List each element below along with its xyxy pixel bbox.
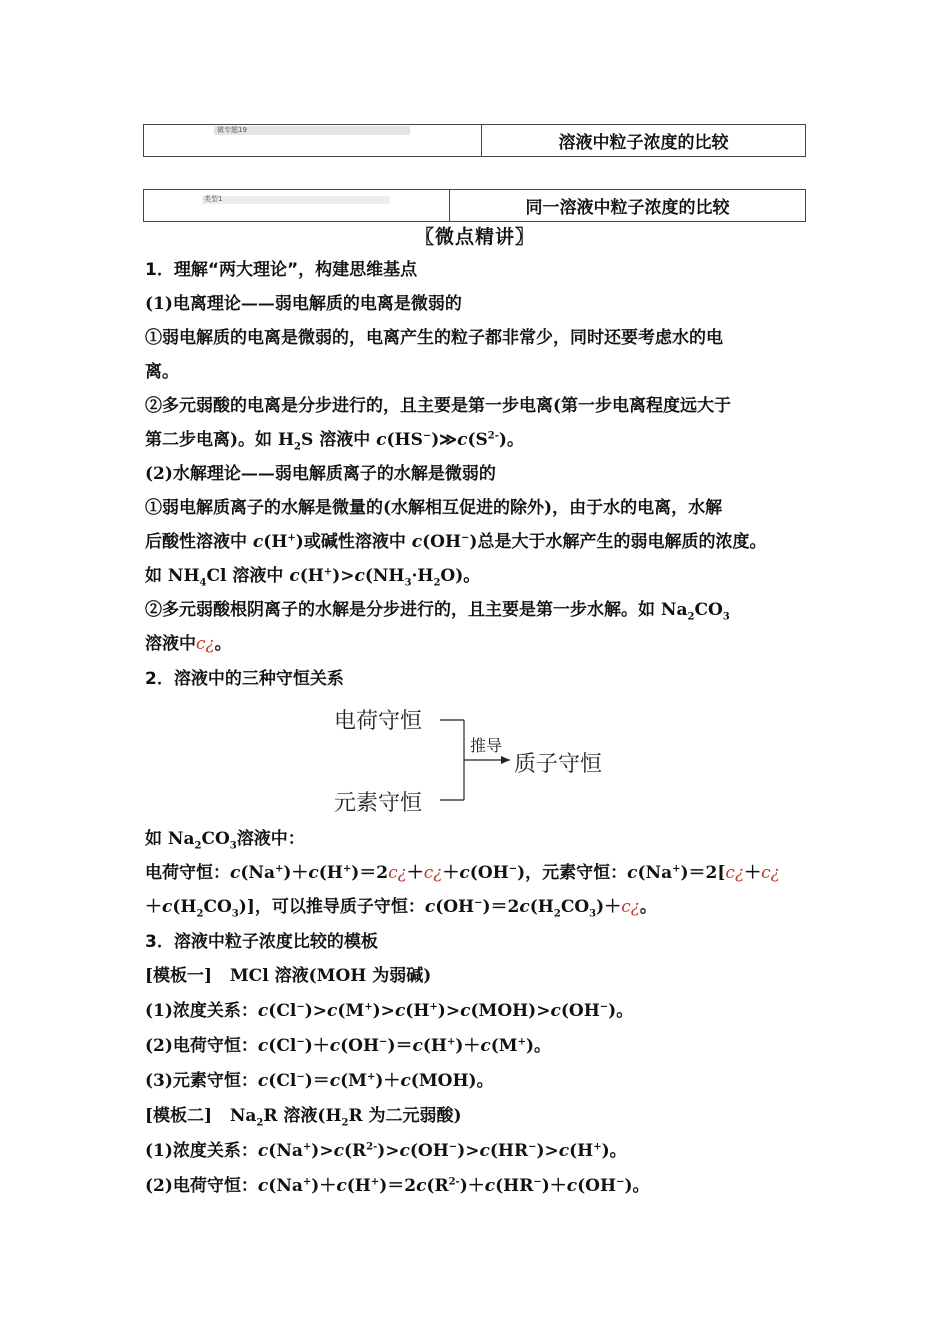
text: (2)电荷守恒： — [145, 1036, 258, 1056]
diagram-element: 元素守恒 — [334, 791, 423, 816]
text: ②多元弱酸根阴离子的水解是分步进行的，且主要是第一步水解。如 Na — [145, 600, 688, 620]
paragraph: ①弱电解质离子的水解是微量的(水解相互促进的除外)，由于水的电离，水解 — [145, 498, 723, 518]
symbol: c — [399, 1141, 410, 1161]
symbol: c — [257, 1036, 269, 1056]
template-label: [模板一] — [145, 966, 213, 986]
superscript: − — [599, 1001, 609, 1013]
superscript: + — [342, 863, 352, 875]
template-2-item-2: (2)电荷守恒：$c(Na^+)+c(H^+)=2c(R^{2-})+c(HR^-)+c(OH^-)$。 — [145, 1176, 650, 1196]
symbol: c — [230, 863, 241, 883]
text: ＋ — [442, 863, 460, 883]
superscript: − — [296, 1036, 305, 1048]
symbol: c — [257, 1001, 269, 1021]
subscript: 2 — [553, 908, 561, 920]
symbol: c — [394, 1001, 406, 1021]
text: (OH — [422, 532, 462, 552]
paragraph — [145, 632, 232, 656]
subscript: 3 — [589, 908, 597, 920]
text: )≫ — [431, 430, 458, 450]
symbol: c — [558, 1141, 570, 1161]
symbol: c — [484, 1176, 496, 1196]
header-tag-cell — [144, 190, 450, 221]
diagram-charge: 电荷守恒 — [334, 709, 423, 734]
superscript: + — [274, 863, 284, 875]
paragraph — [145, 861, 780, 885]
subscript: 3 — [231, 908, 239, 920]
broken-formula: c¿ — [388, 863, 407, 883]
subscript: 2 — [256, 1117, 264, 1129]
text: (Na — [637, 863, 673, 883]
broken-formula: c¿ — [196, 634, 215, 654]
superscript: − — [533, 1176, 542, 1188]
text: )＝2 — [482, 897, 520, 917]
text: 。 — [214, 634, 232, 654]
text: (3)元素守恒： — [145, 1071, 258, 1091]
text: )总是大于水解产生的弱电解质的浓度。 — [469, 532, 767, 552]
subscript: 2 — [294, 441, 301, 453]
text: (HS — [386, 430, 423, 450]
text: ＋ — [145, 897, 162, 917]
paragraph — [145, 598, 730, 622]
text: )或碱性溶液中 — [295, 532, 412, 552]
superscript: + — [367, 1071, 376, 1083]
superscript: + — [323, 566, 333, 578]
text: )]，可以推导质子守恒： — [238, 897, 425, 917]
symbol: c — [400, 1071, 411, 1091]
superscript: + — [287, 532, 296, 544]
superscript: − — [461, 532, 470, 544]
superscript: + — [446, 1036, 456, 1048]
text: CO — [203, 897, 232, 917]
superscript: + — [593, 1141, 602, 1153]
text: O)。 — [440, 566, 481, 586]
diagram-proton: 质子守恒 — [514, 752, 603, 777]
symbol: c — [162, 897, 173, 917]
superscript: − — [448, 1141, 458, 1153]
broken-formula: c¿ — [725, 863, 745, 883]
text: (NH — [364, 566, 405, 586]
superscript: − — [379, 1036, 388, 1048]
symbol: c — [550, 1001, 561, 1021]
subscript: 2 — [194, 840, 202, 852]
symbol: c — [479, 1141, 490, 1161]
header-tag-cell — [144, 125, 482, 156]
symbol: c — [257, 1176, 269, 1196]
text: ·H — [411, 566, 434, 586]
tag-label: 类型1 — [204, 195, 223, 203]
text: CO — [201, 829, 230, 849]
text: (OH — [435, 897, 475, 917]
text: ＋ — [406, 863, 424, 883]
symbol: c — [411, 532, 423, 552]
header-box-2 — [143, 189, 806, 222]
symbol: c — [257, 1071, 269, 1091]
superscript: − — [296, 1001, 305, 1013]
text: (H — [263, 532, 288, 552]
text: 第二步电离)。如 H — [145, 430, 295, 450]
text: ＋ — [744, 863, 762, 883]
text: S 溶液中 — [301, 430, 377, 450]
symbol: c — [566, 1176, 578, 1196]
superscript: + — [364, 1001, 373, 1013]
text: (H — [172, 897, 197, 917]
broken-formula: c¿ — [621, 897, 640, 917]
text: 。 — [639, 897, 657, 917]
text: (2)电荷守恒： — [145, 1176, 258, 1196]
template-2-header — [145, 1104, 462, 1128]
text: Cl 溶液中 — [206, 566, 290, 586]
paragraph — [145, 827, 305, 851]
symbol: c — [333, 1141, 344, 1161]
superscript: + — [429, 1001, 438, 1013]
subscript: 2 — [196, 908, 204, 920]
superscript: − — [616, 1176, 625, 1188]
template-1-item-1: (1)浓度关系：c(Cl−)>c(M+)>c(H+)>c(MOH)>c(OH−)。 — [145, 1001, 634, 1021]
arrow-head — [501, 756, 510, 764]
text: (Na — [240, 863, 275, 883]
text: 溶液中 — [145, 634, 196, 654]
text: R 溶液(H — [263, 1106, 342, 1126]
subscript: 2 — [433, 577, 441, 589]
symbol: c — [329, 1071, 341, 1091]
subscript: 3 — [722, 611, 730, 623]
superscript: − — [508, 863, 518, 875]
symbol: c — [354, 566, 365, 586]
section-title: 〖微点精讲〗 — [414, 226, 535, 248]
paragraph: ②多元弱酸的电离是分步进行的，且主要是第一步电离(第一步电离程度远大于 — [145, 396, 732, 416]
superscript: − — [422, 430, 432, 442]
symbol: c — [480, 1036, 491, 1056]
template-label: [模板二] — [145, 1106, 213, 1126]
text: )，元素守恒： — [517, 863, 628, 883]
subscript: 4 — [199, 577, 207, 589]
header-box-1 — [143, 124, 806, 157]
symbol: c — [376, 430, 387, 450]
text: (H — [529, 897, 554, 917]
paragraph — [145, 428, 524, 452]
superscript: + — [302, 1141, 312, 1153]
symbol: c — [257, 1141, 269, 1161]
superscript: 2- — [448, 1176, 460, 1188]
subscript: 2 — [687, 611, 695, 623]
text: (H — [318, 863, 343, 883]
paragraph: ①弱电解质的电离是微弱的，电离产生的粒子都非常少，同时还要考虑水的电 — [145, 328, 723, 348]
paragraph — [145, 895, 657, 919]
tag-bar — [202, 196, 390, 204]
broken-formula: c¿ — [761, 863, 780, 883]
symbol: c — [457, 430, 468, 450]
subscript: 2 — [341, 1117, 349, 1129]
text: (H — [299, 566, 324, 586]
conservation-diagram — [330, 700, 630, 816]
superscript: + — [370, 1176, 380, 1188]
template-2-item-1: (1)浓度关系：$c(Na^+)>c(R^{2-})>c(OH^-)>c(HR^-)>c(H^+)$。 — [145, 1141, 627, 1161]
paragraph — [145, 530, 766, 554]
header-title: 同一溶液中粒子浓度的比较 — [525, 198, 730, 218]
text: Na — [229, 1106, 257, 1126]
text: (S — [467, 430, 488, 450]
heading-1: 1．理解“两大理论”，构建思维基点 — [145, 260, 418, 280]
broken-formula: c¿ — [423, 863, 443, 883]
text: 如 Na — [145, 829, 195, 849]
text: 如 NH — [145, 566, 200, 586]
superscript: − — [474, 897, 483, 909]
subscript: 3 — [404, 577, 412, 589]
superscript: − — [528, 1141, 537, 1153]
symbol: c — [252, 532, 264, 552]
diagram-connectors — [330, 700, 630, 816]
header-title: 溶液中粒子浓度的比较 — [558, 133, 729, 153]
text: (1)浓度关系： — [145, 1141, 258, 1161]
symbol: c — [412, 1036, 423, 1056]
tag-label: 微专题19 — [217, 126, 247, 134]
text: 电荷守恒： — [145, 863, 230, 883]
template-title: MCl 溶液(MOH 为弱碱) — [229, 966, 432, 986]
heading-2: 2．溶液中的三种守恒关系 — [145, 669, 344, 689]
text: CO — [560, 897, 590, 917]
template-1-item-2: (2)电荷守恒：c(Cl−)＋c(OH−)＝c(H+)＋c(M+)。 — [145, 1036, 552, 1056]
paragraph: (2)水解理论——弱电解质离子的水解是微弱的 — [145, 464, 496, 484]
superscript: 2- — [366, 1141, 378, 1153]
text: )。 — [498, 430, 524, 450]
symbol: c — [627, 863, 638, 883]
symbol: c — [519, 897, 530, 917]
text: )＝2[ — [680, 863, 726, 883]
symbol: c — [416, 1176, 427, 1196]
paragraph — [145, 564, 480, 588]
template-1-header — [145, 964, 431, 988]
paragraph: (1)电离理论——弱电解质的电离是微弱的 — [145, 294, 462, 314]
text: )> — [332, 566, 355, 586]
text: R 为二元弱酸) — [348, 1106, 462, 1126]
text: )＋ — [283, 863, 309, 883]
text: (OH — [469, 863, 509, 883]
symbol: c — [459, 863, 470, 883]
superscript: + — [302, 1176, 312, 1188]
text: (1)浓度关系： — [145, 1001, 258, 1021]
symbol: c — [308, 863, 319, 883]
symbol: c — [424, 897, 436, 917]
symbol: c — [327, 1001, 338, 1021]
superscript: − — [296, 1071, 305, 1083]
symbol: c — [329, 1036, 341, 1056]
paragraph: 离。 — [145, 362, 179, 382]
heading-3: 3．溶液中粒子浓度比较的模板 — [145, 932, 378, 952]
superscript: + — [517, 1036, 527, 1048]
symbol: c — [289, 566, 300, 586]
superscript: + — [672, 863, 681, 875]
text: )＋ — [596, 897, 622, 917]
text: )＝2 — [351, 863, 389, 883]
text: CO — [694, 600, 723, 620]
text: 后酸性溶液中 — [145, 532, 253, 552]
text: 溶液中： — [236, 829, 305, 849]
symbol: c — [336, 1176, 347, 1196]
symbol: c — [460, 1001, 471, 1021]
superscript: 2- — [487, 430, 499, 442]
subscript: 3 — [229, 840, 237, 852]
diagram-derive: 推导 — [470, 736, 503, 755]
template-1-item-3: (3)元素守恒：c(Cl−)＝c(M+)＋c(MOH)。 — [145, 1071, 494, 1091]
